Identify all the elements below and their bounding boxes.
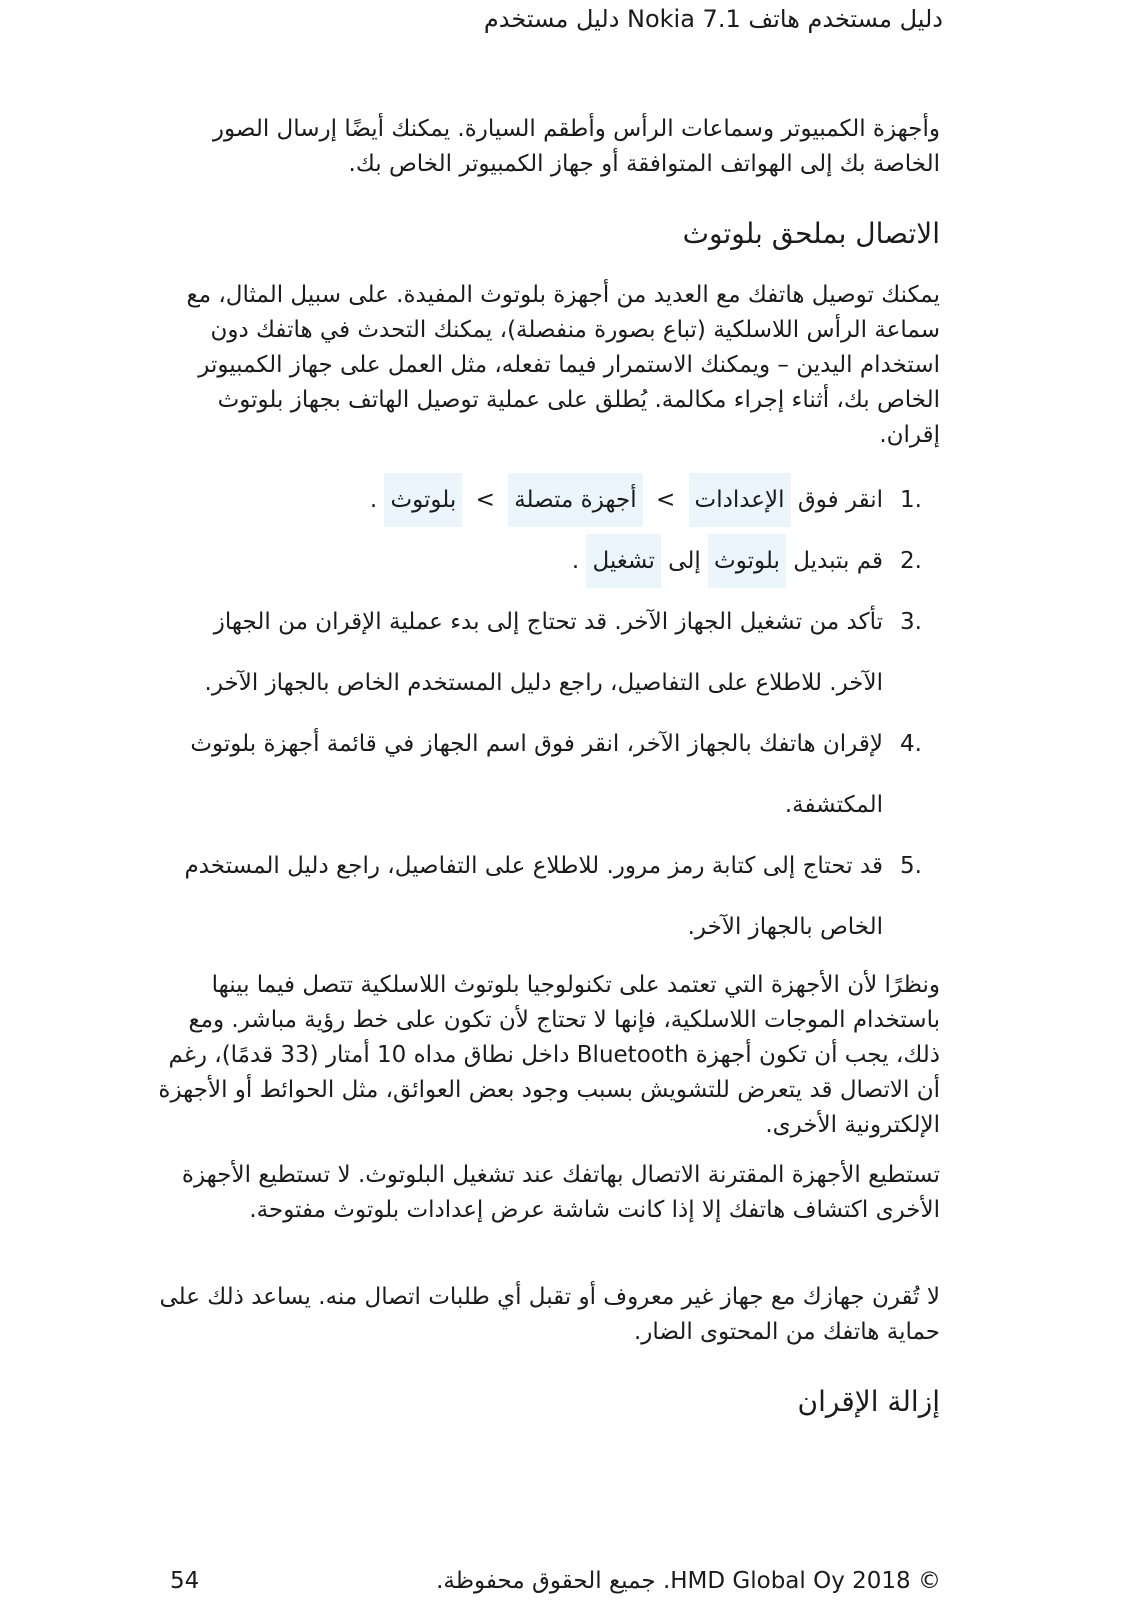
step-1 <box>160 470 940 531</box>
step-number: 5. <box>900 853 922 879</box>
paired-devices-paragraph: تستطيع الأجهزة المقترنة الاتصال بهاتفك عند تشغيل البلوتوث. لا تستطيع الأجهزة الأخرى اكتشاف هاتفك إلا إذا كانت شاشة عرض إعدادات بلوتوث مفتوحة. <box>181 1162 940 1223</box>
intro-paragraph: وأجهزة الكمبيوتر وسماعات الرأس وأطقم السيارة. يمكنك أيضًا إرسال الصور الخاصة بك إلى الهواتف المتوافقة أو جهاز الكمبيوتر الخاص بك. <box>212 116 940 177</box>
ui-term-settings: الإعدادات <box>689 473 791 527</box>
step-number: 1. <box>900 487 922 513</box>
step-text: لإقران هاتفك بالجهاز الآخر، انقر فوق اسم الجهاز في قائمة أجهزة بلوتوث المكتشفة. <box>190 731 883 818</box>
step-3 <box>160 592 940 714</box>
section-heading-unpair: إزالة الإقران <box>797 1385 940 1418</box>
intro-continuation-block <box>150 112 940 182</box>
step-2 <box>160 531 940 592</box>
range-block <box>140 968 940 1143</box>
section-heading-bluetooth-accessory: الاتصال بملحق بلوتوث <box>682 217 940 250</box>
bluetooth-range-paragraph: ونظرًا لأن الأجهزة التي تعتمد على تكنولوجيا بلوتوث اللاسلكية تتصل فيما بينها باستخدام الموجات اللاسلكية، فإنها لا تحتاج لأن تكون على خط رؤية مباشر. ومع ذلك، يجب أن تكون أجهزة Bluetooth داخل نطاق مداه 10 أمتار (33 قدمًا)، رغم أن الاتصال قد يتعرض للتشويش بسبب وجود بعض العوائق، مثل الحوائط أو الأجهزة الإلكترونية الأخرى. <box>158 972 940 1138</box>
ui-term-bluetooth: بلوتوث <box>384 473 462 527</box>
step-text: قد تحتاج إلى كتابة رمز مرور. للاطلاع على التفاصيل، راجع دليل المستخدم الخاص بالجهاز الآخر. <box>184 853 883 940</box>
step-number: 3. <box>900 609 922 635</box>
step-end: . <box>571 548 580 574</box>
section-body-block <box>150 278 940 453</box>
footer-copyright: © 2018 HMD Global Oy. جميع الحقوق محفوظة. <box>436 1568 941 1594</box>
step-text: قم بتبديل <box>793 548 883 574</box>
step-text: انقر فوق <box>797 487 883 513</box>
ui-term-on: تشغيل <box>586 534 660 588</box>
step-number: 2. <box>900 548 922 574</box>
pairing-steps-list <box>160 470 940 958</box>
running-header: دليل مستخدم هاتف Nokia 7.1 دليل مستخدم <box>483 5 943 33</box>
ui-term-connected-devices: أجهزة متصلة <box>508 473 642 527</box>
paired-block <box>150 1158 940 1228</box>
page-number: 54 <box>170 1568 200 1594</box>
step-number: 4. <box>900 731 922 757</box>
step-4 <box>160 714 940 836</box>
section-heading-block <box>150 214 940 254</box>
security-warning-paragraph: لا تُقرن جهازك مع جهاز غير معروف أو تقبل أي طلبات اتصال منه. يساعد ذلك على حماية هاتفك من المحتوى الضار. <box>159 1284 940 1345</box>
step-text: تأكد من تشغيل الجهاز الآخر. قد تحتاج إلى بدء عملية الإقران من الجهاز الآخر. للاطلاع على التفاصيل، راجع دليل المستخدم الخاص بالجهاز الآخر. <box>204 609 883 696</box>
step-text: إلى <box>668 548 701 574</box>
warning-block <box>150 1280 940 1350</box>
step-end: . <box>369 487 378 513</box>
ui-term-bluetooth: بلوتوث <box>708 534 786 588</box>
path-separator: > <box>655 487 676 513</box>
step-5 <box>160 836 940 958</box>
path-separator: > <box>475 487 495 513</box>
bluetooth-intro-paragraph: يمكنك توصيل هاتفك مع العديد من أجهزة بلوتوث المفيدة. على سبيل المثال، مع سماعة الرأس اللاسلكية (تباع بصورة منفصلة)، يمكنك التحدث في هاتفك دون استخدام اليدين – ويمكنك الاستمرار فيما تفعله، مثل العمل على جهاز الكمبيوتر الخاص بك، أثناء إجراء مكالمة. يُطلق على عملية توصيل الهاتف بجهاز بلوتوث إقران. <box>186 282 940 448</box>
section2-heading-block <box>150 1382 940 1422</box>
